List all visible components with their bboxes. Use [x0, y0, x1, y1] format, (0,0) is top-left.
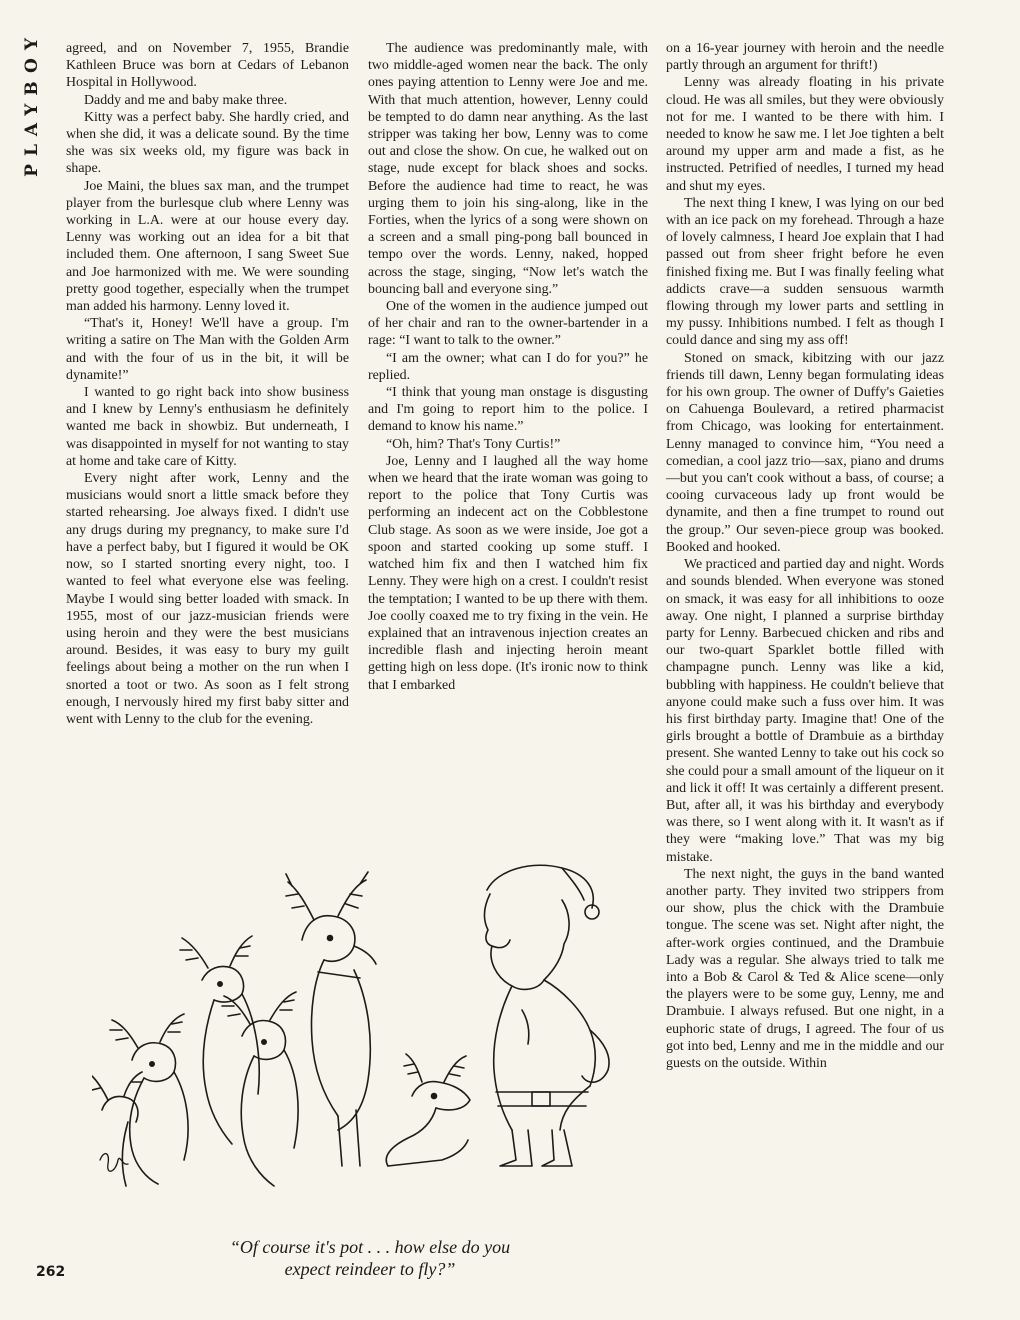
paragraph: The audience was predominantly male, with two middle-aged women near the back. The only ones paying attention to Lenny were Joe and me. With that much attention, however, Lenny could be tempted to do damn near anything. As the last stripper was taking her bow, Lenny was to come out and close the show. On cue, he walked out on stage, nude except for black shoes and socks. Before the audience had time to react, he was urging them to join his sing-along, like in the Forties, when the lyrics of a song were shown on a screen and a small ping-pong ball bounced in tempo over the words. Lenny, naked, hopped across the stage, singing, “Now let's watch the bouncing ball and everyone sing.” [368, 41, 648, 297]
santa-figure [485, 865, 610, 1166]
paragraph: Every night after work, Lenny and the musicians would snort a little smack before they started rehearsing. Joe always fixed. I didn't use any drugs during my pregnancy, to make sure I'd have a perfect baby, but I figured it would be OK now, so I started snorting every night, too. I wanted to feel what everyone else was feeling. Maybe I would sing better loaded with smack. In 1955, most of our jazz-musician friends were using heroin and they were the best musicians around. Besides, it was easy to bury my guilt feelings about being a mother on the run when I snorted a toot or two. As soon as I felt strong enough, I nervously hired my first baby sitter and went with Lenny to the club for the evening. [66, 471, 349, 727]
reindeer-figure [386, 1054, 470, 1166]
paragraph: Joe, Lenny and I laughed all the way home when we heard that the irate woman was going to report to the police that Tony Curtis was performing an indecent act on the Cobblestone Club stage. As soon as we were inside, Joe got a spoon and started cooking up some stuff. I watched him fix and then I watched him fix Lenny. They were high on a crest. I couldn't resist the temptation; I wanted to be up there with them. Joe coolly coaxed me to try fixing in the vein. He explained that an intravenous injection creates an incredible flash and injecting heroin meant getting high on less dope. (It's ironic now to think that I embarked [368, 453, 648, 693]
text-column-2 [368, 40, 648, 694]
paragraph: Joe Maini, the blues sax man, and the trumpet player from the burlesque club where Lenny was working in L.A. were at our house every day. Lenny was working out an idea for a bit that included them. One afternoon, I sang Sweet Sue and Joe harmonized with me. We were sounding pretty good together, especially when the trumpet man added his harmony. Lenny loved it. [66, 178, 349, 315]
paragraph: The next thing I knew, I was lying on our bed with an ice pack on my forehead. Through a haze of lovely calmness, I heard Joe explain that I had passed out from sheer fright before he even finished fixing me. But I was finally feeling what addicts crave—a sudden sensuous warmth flowing through my lower parts and settling in my pussy. Inhibitions numbed. I felt as though I could dance and sing my ass off! [666, 195, 944, 349]
reindeer-figure [180, 936, 259, 1144]
reindeer-figure [92, 1072, 142, 1186]
paragraph: Kitty was a perfect baby. She hardly cried, and when she did, it was a delicate sound. By the time she was six weeks old, my figure was back in shape. [66, 109, 349, 177]
paragraph: Daddy and me and baby make three. [84, 92, 288, 108]
caption-line: “Of course it's pot . . . how else do you [229, 1237, 511, 1257]
paragraph: “Oh, him? That's Tony Curtis!” [386, 436, 561, 452]
paragraph: on a 16-year journey with heroin and the needle partly through an argument for thrift!) [666, 41, 944, 74]
cartoon-illustration [92, 860, 636, 1196]
caption-line: expect reindeer to fly?” [284, 1259, 456, 1279]
paragraph: We practiced and partied day and night. Words and sounds blended. When everyone was stoned on smack, it was easy for all inhibitions to ooze away. One night, I planned a surprise birthday party for Lenny. Barbecued chicken and ribs and our two-quart Sparklet bottle filled with champagne punch. Lenny was like a kid, bubbling with happiness. He couldn't believe that anyone could make such a fuss over him. It was his first birthday party. Imagine that! One of the girls brought a bottle of Drambuie as a birthday present. She wanted Lenny to take out his cock so she could pour a small amount of the liqueur on it and lick it off! It was certainly a different present. But, after all, it was his birthday and everybody was there, so I went along with it. It wasn't as if they were “making love.” That was my big mistake. [666, 557, 944, 865]
paragraph: Stoned on smack, kibitzing with our jazz friends till dawn, Lenny began formulating ideas for his own group. The owner of Duffy's Gaieties on Cahuenga Boulevard, a retired pharmacist from Chicago, was looking for entertainment. Lenny managed to convince him, “You need a comedian, a cool jazz trio—sax, piano and drums—but you can't cook without a bass, of course; a cooing curvaceous lady up front would be dynamite, and then a fine trumpet to round out the group.” Our seven-piece group was booked. Booked and hooked. [666, 350, 944, 555]
paragraph: “I am the owner; what can I do for you?” he replied. [368, 350, 648, 383]
text-column-3 [666, 40, 944, 1072]
paragraph: “I think that young man onstage is disgusting and I'm going to report him to the police. I demand to know his name.” [368, 385, 648, 435]
page-number: 262 [36, 1264, 66, 1280]
artist-signature [100, 1154, 128, 1172]
paragraph: One of the women in the audience jumped out of her chair and ran to the owner-bartender in a rage: “I want to talk to the owner.” [368, 299, 648, 349]
cartoon-caption [120, 1236, 620, 1280]
text-column-1 [66, 40, 349, 728]
reindeer-figure [222, 992, 298, 1186]
reindeer-figure [286, 872, 376, 1166]
paragraph: “That's it, Honey! We'll have a group. I'm writing a satire on The Man with the Golden Arm and with the four of us in the bit, it will be dynamite!” [66, 316, 349, 383]
paragraph: The next night, the guys in the band wanted another party. They invited two strippers from our show, plus the chick with the Drambuie tongue. The scene was set. Night after night, the after-work orgies continued, and the Drambuie Lady was a regular. She always tried to talk me into a Bob & Carol & Ted & Alice scene—only the players were to be some guy, Lenny, me and Drambuie. I always refused. But one night, in a euphoric state of drugs, I agreed. The four of us got into bed, Lenny and me in the middle and our guests on the outside. Within [666, 866, 944, 1071]
paragraph: Lenny was already floating in his private cloud. He was all smiles, but they were obviously not for me. I wanted to be there with him. I needed to know he saw me. I let Joe tighten a belt around my upper arm and made a fist, as he instructed. Petrified of needles, I turned my head and shut my eyes. [666, 75, 944, 194]
paragraph: agreed, and on November 7, 1955, Brandie Kathleen Bruce was born at Cedars of Lebanon Hospital in Hollywood. [66, 41, 349, 91]
paragraph: I wanted to go right back into show business and I knew by Lenny's enthusiasm he definitely wanted me back in showbiz. But underneath, I was disappointed in myself for not wanting to stay at home and take care of Kitty. [66, 385, 349, 469]
magazine-title: PLAYBOY [22, 30, 42, 177]
